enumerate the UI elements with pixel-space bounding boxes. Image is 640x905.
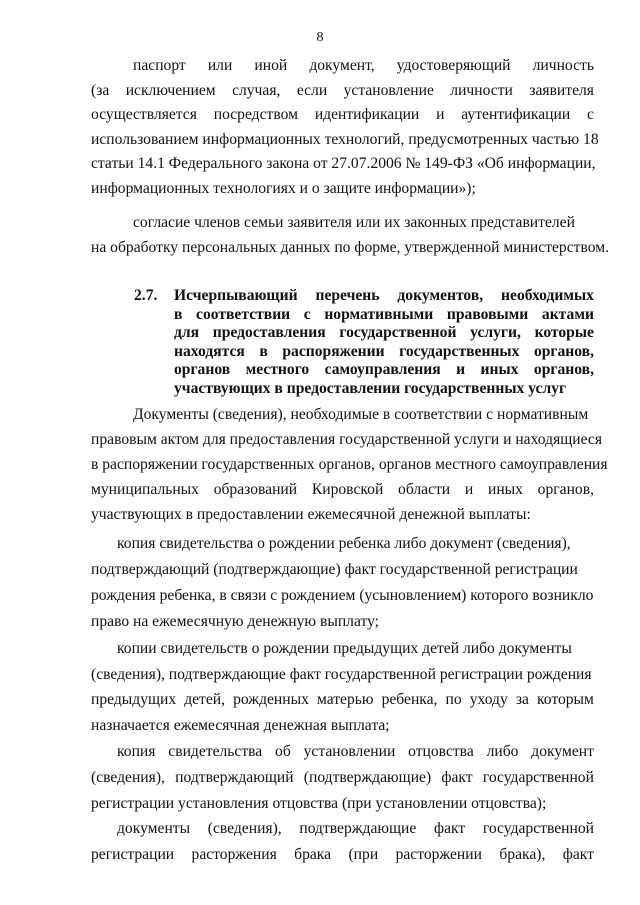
word: документов,: [397, 287, 484, 304]
paragraph-previous-children-line: назначается ежемесячная денежная выплата;: [91, 717, 390, 734]
word: (подтверждающие): [303, 769, 432, 786]
paragraph-divorce-line: [117, 820, 594, 838]
word: посредством: [213, 106, 298, 123]
paragraph-documents-intro-line: правовым актом для предоставления государственной услуги и находящиеся: [91, 431, 603, 448]
paragraph-paternity-line: [91, 769, 594, 787]
paragraph-passport-line: использованием информационных технологий, предусмотренных частью 18: [91, 131, 599, 148]
word: с: [303, 306, 311, 323]
word: случая,: [232, 82, 281, 99]
word: (за: [91, 82, 110, 99]
paragraph-passport-line: статьи 14.1 Федерального закона от 27.07.2006 № 149-ФЗ «Об информации,: [91, 155, 596, 172]
word: Исчерпывающий: [174, 287, 298, 304]
word: органов: [174, 361, 231, 378]
paragraph-documents-intro-line: в распоряжении государственных органов, органов местного самоуправления: [91, 456, 608, 473]
word: предоставления: [212, 324, 326, 341]
paragraph-birth-certificate-line: рождения ребенка, в связи с рождением (усыновлением) которого возникло: [91, 587, 594, 604]
section-heading-line: участвующих в предоставлении государственных услуг: [174, 380, 567, 397]
word: правовыми: [446, 306, 529, 323]
word: документы: [117, 820, 191, 837]
paragraph-paternity-line: регистрации установления отцовства (при установлении отцовства);: [91, 795, 547, 812]
word: иных: [480, 361, 519, 378]
paragraph-consent-line: на обработку персональных данных по форме, утвержденной министерством.: [91, 239, 609, 256]
paragraph-divorce-line: [91, 846, 594, 864]
paragraph-passport-line: [133, 57, 594, 75]
word: брака: [294, 846, 332, 863]
word: свидетельства: [168, 743, 263, 760]
word: для: [174, 324, 200, 341]
paragraph-documents-intro-line: участвующих в предоставлении ежемесячной денежной выплаты:: [91, 506, 531, 523]
paragraph-previous-children-line: копии свидетельств о рождении предыдущих детей либо документы: [117, 640, 572, 657]
word: (при: [348, 846, 379, 863]
word: государственной: [339, 324, 457, 341]
section-heading-line: [174, 361, 594, 379]
word: находятся: [174, 343, 245, 360]
word: брака),: [499, 846, 546, 863]
word: аутентификации: [461, 106, 571, 123]
word: копия: [117, 743, 156, 760]
word: подтверждающие: [299, 820, 417, 837]
word: подтверждающий: [175, 769, 294, 786]
word: или: [207, 57, 233, 74]
word: либо: [486, 743, 519, 760]
word: по: [445, 691, 462, 708]
word: необходимых: [501, 287, 594, 304]
word: услуги,: [470, 324, 521, 341]
paragraph-birth-certificate-line: подтверждающий (подтверждающие) факт государственной регистрации: [91, 561, 578, 578]
word: исключением: [125, 82, 216, 99]
section-heading-line: [174, 324, 594, 342]
word: осуществляется: [91, 106, 197, 123]
word: распоряжении: [282, 343, 385, 360]
word: детей,: [184, 691, 226, 708]
word: государственной: [482, 769, 594, 786]
word: документ,: [309, 57, 375, 74]
word: ребенка,: [381, 691, 438, 708]
section-heading-line: [174, 287, 594, 305]
word: установление: [343, 82, 434, 99]
word: соответствии: [196, 306, 291, 323]
word: области: [398, 481, 451, 498]
section-heading-line: [174, 343, 594, 361]
word: личности: [450, 82, 513, 99]
word: матерью: [316, 691, 374, 708]
word: актами: [541, 306, 594, 323]
word: местного: [245, 361, 310, 378]
word: установлении: [303, 743, 396, 760]
word: в: [174, 306, 183, 323]
word: идентификации: [314, 106, 420, 123]
word: факт: [441, 769, 473, 786]
word: и: [456, 361, 466, 378]
paragraph-birth-certificate-line: копия свидетельства о рождении ребенка либо документ (сведения),: [117, 535, 571, 552]
word: иных: [487, 481, 523, 498]
paragraph-previous-children-line: [91, 691, 594, 709]
word: если: [296, 82, 328, 99]
word: муниципальных: [91, 481, 199, 498]
word: образований: [213, 481, 298, 498]
word: органов,: [537, 481, 594, 498]
word: нормативными: [324, 306, 434, 323]
word: личность: [532, 57, 594, 74]
word: об: [275, 743, 291, 760]
paragraph-documents-intro-line: Документы (сведения), необходимые в соответствии с нормативным: [133, 406, 589, 423]
word: удостоверяющий: [396, 57, 511, 74]
word: отцовства: [408, 743, 474, 760]
word: иной: [254, 57, 288, 74]
word: заявителя: [529, 82, 594, 99]
word: рожденных: [233, 691, 309, 708]
word: которые: [534, 324, 594, 341]
paragraph-passport-line: информационных технологиях и о защите информации»);: [91, 180, 476, 197]
word: в: [259, 343, 268, 360]
word: перечень: [315, 287, 380, 304]
paragraph-passport-line: [91, 106, 594, 124]
paragraph-birth-certificate-line: право на ежемесячную денежную выплату;: [91, 613, 379, 630]
word: расторжения: [191, 846, 277, 863]
page-number: 8: [316, 30, 324, 45]
word: государственной: [482, 820, 594, 837]
word: с: [587, 106, 594, 123]
word: факт: [562, 846, 594, 863]
paragraph-paternity-line: [117, 743, 594, 761]
paragraph-documents-intro-line: [91, 481, 594, 499]
word: которым: [536, 691, 594, 708]
word: паспорт: [133, 57, 186, 74]
word: и: [464, 481, 474, 498]
word: предыдущих: [91, 691, 177, 708]
word: органов,: [533, 343, 594, 360]
paragraph-previous-children-line: (сведения), подтверждающие факт государственной регистрации рождения: [91, 666, 592, 683]
word: регистрации: [91, 846, 175, 863]
paragraph-consent-line: согласие членов семьи заявителя или их законных представителей: [133, 214, 575, 231]
word: (сведения),: [207, 820, 282, 837]
word: расторжении: [395, 846, 482, 863]
word: органов,: [533, 361, 594, 378]
word: факт: [433, 820, 466, 837]
word: государственных: [399, 343, 520, 360]
word: уходу: [469, 691, 508, 708]
word: документ: [531, 743, 594, 760]
word: за: [515, 691, 529, 708]
section-number: 2.7.: [134, 287, 158, 304]
word: (сведения),: [91, 769, 165, 786]
word: Кировской: [311, 481, 384, 498]
word: самоуправления: [324, 361, 441, 378]
paragraph-passport-line: [91, 82, 594, 100]
word: и: [436, 106, 445, 123]
section-heading-line: [174, 306, 594, 324]
